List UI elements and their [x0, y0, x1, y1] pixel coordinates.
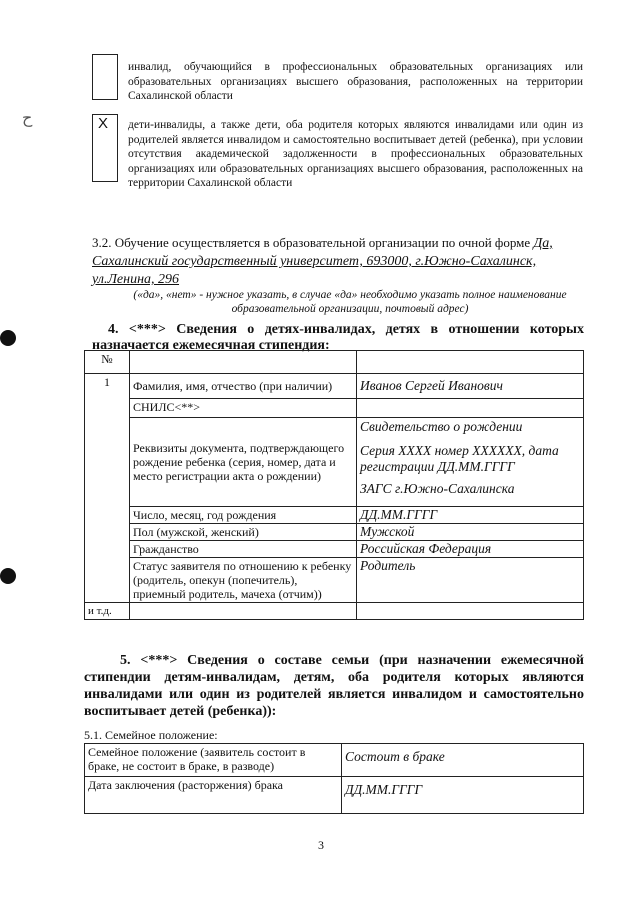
family-table	[84, 743, 584, 814]
value-marital-status: Состоит в браке	[342, 744, 584, 777]
table-header-value	[357, 351, 584, 374]
children-table	[84, 350, 584, 620]
page-number: 3	[318, 838, 324, 852]
section-5-1-label: 5.1. Семейное положение:	[84, 728, 218, 742]
birth-doc-registry: ЗАГС г.Южно-Сахалинска	[360, 481, 515, 496]
label-fio: Фамилия, имя, отчество (при наличии)	[130, 374, 357, 399]
value-citizenship: Российская Федерация	[357, 541, 584, 558]
label-marriage-date: Дата заключения (расторжения) брака	[85, 777, 342, 814]
label-birthdate: Число, месяц, год рождения	[130, 507, 357, 524]
punch-hole-bottom	[0, 568, 16, 584]
label-birth-doc: Реквизиты документа, подтверждающего рождение ребенка (серия, номер, дата и место регистрации акта о рождении)	[130, 418, 357, 507]
row-etc: и т.д.	[85, 603, 130, 620]
label-citizenship: Гражданство	[130, 541, 357, 558]
label-status: Статус заявителя по отношению к ребенку (родитель, опекун (попечитель), приемный родитель, мачеха (отчим))	[130, 558, 357, 603]
value-fio: Иванов Сергей Иванович	[357, 374, 584, 399]
etc-label	[130, 603, 357, 620]
etc-value	[357, 603, 584, 620]
birth-doc-type: Свидетельство о рождении	[360, 419, 523, 434]
study-org-name: Сахалинский государственный университет, 693000, г.Южно-Сахалинск,	[92, 254, 537, 269]
value-status: Родитель	[357, 558, 584, 603]
value-birth-doc	[357, 418, 584, 507]
table-header-num: №	[85, 351, 130, 374]
option-text-1: инвалид, обучающийся в профессиональных образовательных организациях или образовательных организациях высшего образования, расположенных на территории Сахалинской области	[128, 61, 583, 102]
value-snils	[357, 399, 584, 418]
section-3-2-text: 3.2. Обучение осуществляется в образовательной организации по очной форме	[92, 235, 531, 250]
study-org-address: ул.Ленина, 296	[92, 272, 180, 287]
option-text-2: дети-инвалиды, а также дети, оба родителя которых являются инвалидами или один из родителей является инвалидом и самостоятельно воспитывает детей (ребенка), при условии отсутствия академической задолженности в профессиональных образовательных организациях или образовательных организациях высшего образования, расположенных на территории Сахалинской области	[128, 119, 583, 189]
row-number: 1	[85, 374, 130, 603]
section-3-2	[92, 234, 582, 288]
value-marriage-date: ДД.ММ.ГГГГ	[342, 777, 584, 814]
section-4-title: 4. <***> Сведения о детях-инвалидах, детях в отношении которых назначается ежемесячная стипендия:	[92, 322, 584, 353]
punch-hole-top	[0, 330, 16, 346]
label-sex: Пол (мужской, женский)	[130, 524, 357, 541]
section-3-2-note: («да», «нет» - нужное указать, в случае «да» необходимо указать полное наименование образовательной организации, почтовый адрес)	[133, 289, 567, 315]
table-header-label	[130, 351, 357, 374]
section-5-title: 5. <***> Сведения о составе семьи (при назначении ежемесячной стипендии детям-инвалидам, детям, оба родителя которых являются инвалидами или один из родителей является инвалидом и самостоятельно воспитывает детей (ребенка)):	[84, 653, 584, 719]
birth-doc-number: Серия XXXX номер XXXXXX, дата регистрации ДД.ММ.ГГГГ	[360, 443, 559, 474]
margin-scribble: ح	[22, 110, 33, 127]
checkbox-option-1[interactable]	[92, 54, 118, 100]
value-birthdate: ДД.ММ.ГГГГ	[357, 507, 584, 524]
value-sex: Мужской	[357, 524, 584, 541]
label-marital-status: Семейное положение (заявитель состоит в браке, не состоит в браке, в разводе)	[85, 744, 342, 777]
checkbox-option-2[interactable]	[92, 114, 118, 182]
study-answer: Да,	[533, 236, 553, 251]
checkbox-mark: Х	[98, 115, 109, 132]
label-snils: СНИЛС<**>	[130, 399, 357, 418]
